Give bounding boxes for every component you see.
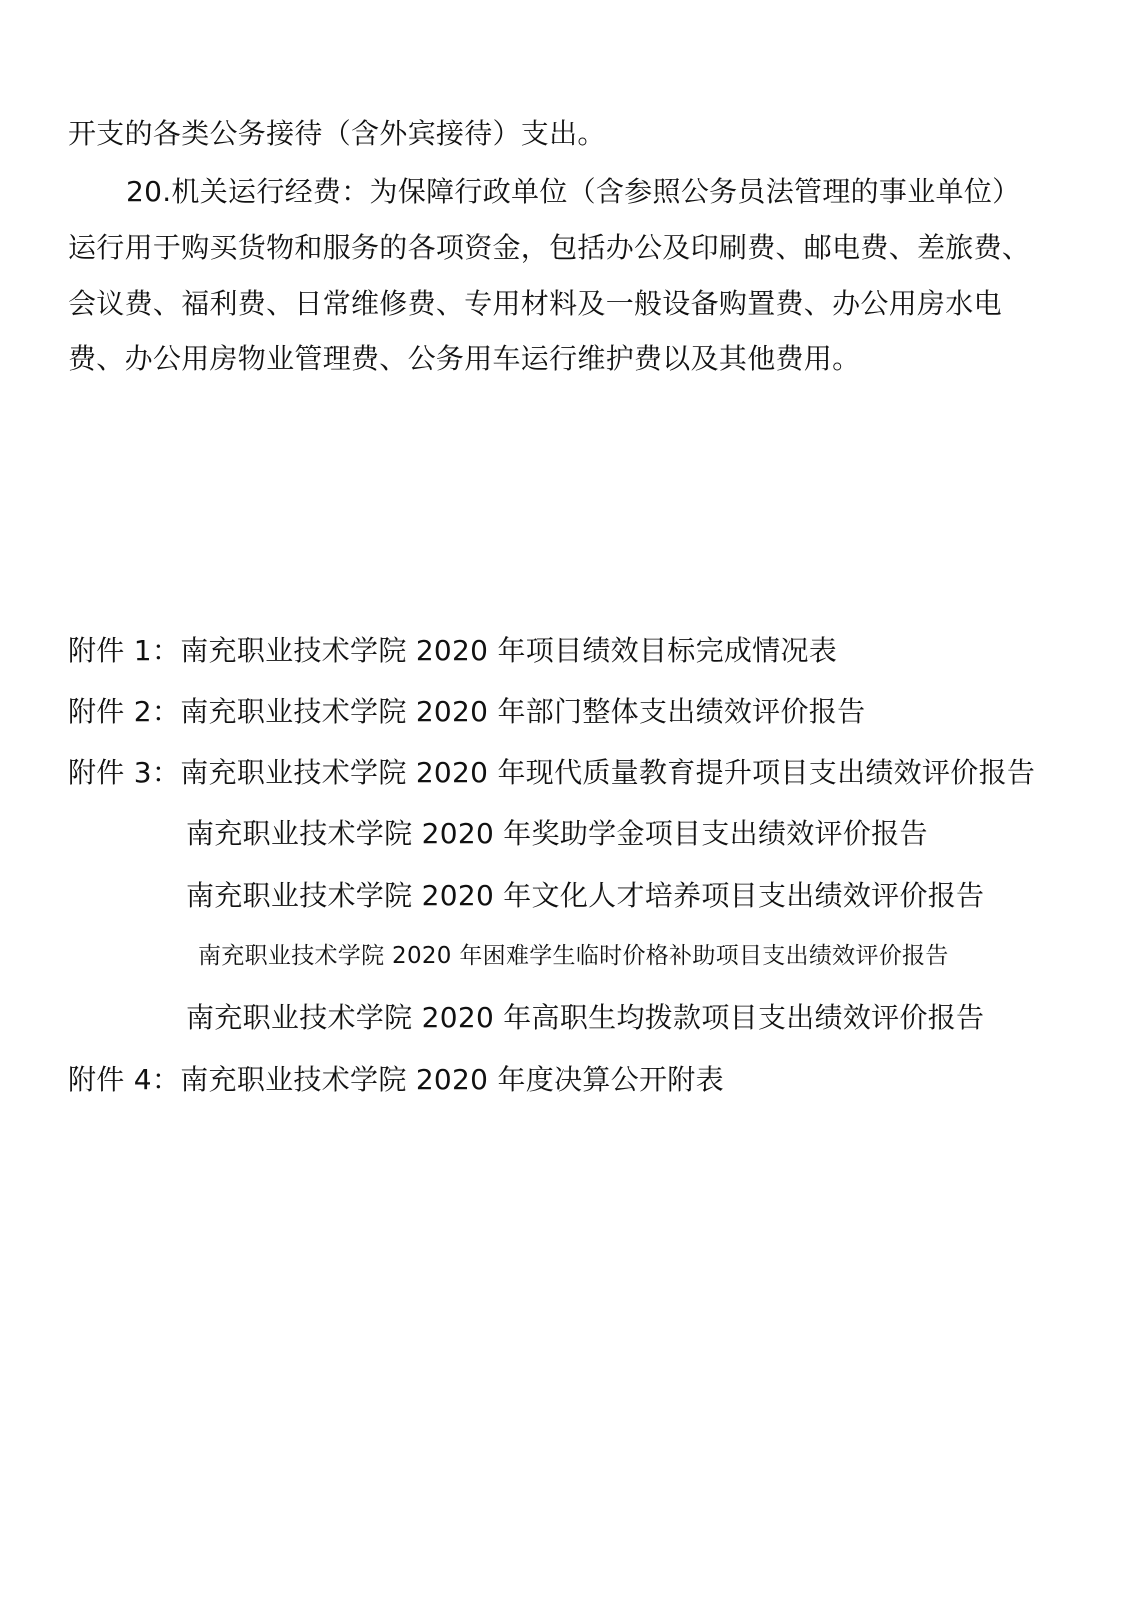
paragraph-line: 20.机关运行经费：为保障行政单位（含参照公务员法管理的事业单位） xyxy=(126,175,1021,208)
paragraph-line: 运行用于购买货物和服务的各项资金，包括办公及印刷费、邮电费、差旅费、 xyxy=(68,231,1031,264)
attachment-item: 附件 4：南充职业技术学院 2020 年度决算公开附表 xyxy=(68,1063,724,1096)
attachment-subitem: 南充职业技术学院 2020 年奖助学金项目支出绩效评价报告 xyxy=(186,817,928,850)
attachment-subitem: 南充职业技术学院 2020 年高职生均拨款项目支出绩效评价报告 xyxy=(186,1001,985,1034)
paragraph-line: 会议费、福利费、日常维修费、专用材料及一般设备购置费、办公用房水电 xyxy=(68,287,1002,320)
attachment-item: 附件 2：南充职业技术学院 2020 年部门整体支出绩效评价报告 xyxy=(68,695,866,728)
paragraph-line: 开支的各类公务接待（含外宾接待）支出。 xyxy=(68,117,606,150)
attachment-item: 附件 3：南充职业技术学院 2020 年现代质量教育提升项目支出绩效评价报告 xyxy=(68,756,1036,789)
attachment-item: 附件 1：南充职业技术学院 2020 年项目绩效目标完成情况表 xyxy=(68,634,838,667)
paragraph-line: 费、办公用房物业管理费、公务用车运行维护费以及其他费用。 xyxy=(68,342,861,375)
attachment-subitem: 南充职业技术学院 2020 年文化人才培养项目支出绩效评价报告 xyxy=(186,879,985,912)
attachment-subitem: 南充职业技术学院 2020 年困难学生临时价格补助项目支出绩效评价报告 xyxy=(198,943,949,969)
